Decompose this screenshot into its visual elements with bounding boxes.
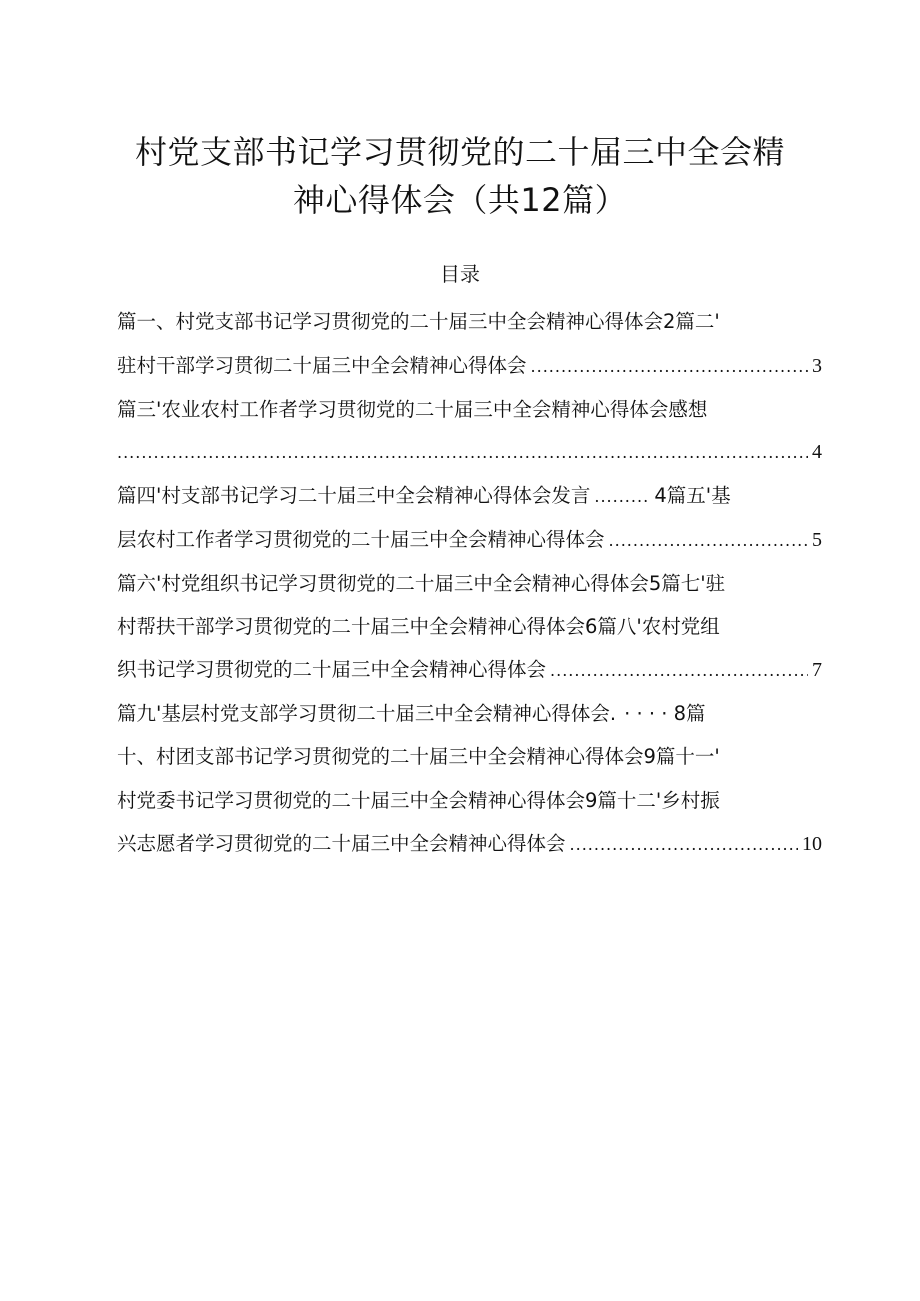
toc-page-number: 4 xyxy=(812,441,822,463)
toc-entry-text: 十、村团支部书记学习贯彻党的二十届三中全会精神心得体会9篇十一' xyxy=(117,745,720,768)
toc-entry-text: 4篇五'基 xyxy=(654,484,731,507)
toc-leader-dots xyxy=(550,656,808,685)
toc-line[interactable] xyxy=(117,307,822,337)
toc-line[interactable] xyxy=(117,525,822,555)
toc-entry-text: 村帮扶干部学习贯彻党的二十届三中全会精神心得体会6篇八'农村党组 xyxy=(117,615,720,638)
toc-line[interactable] xyxy=(117,655,822,685)
toc-entry-text: 篇九'基层村党支部学习贯彻二十届三中全会精神心得体会. xyxy=(117,702,617,725)
toc-entry-text: 篇三'农业农村工作者学习贯彻党的二十届三中全会精神心得体会感想 xyxy=(117,398,708,421)
toc-heading: 目录 xyxy=(440,262,480,286)
toc-line[interactable] xyxy=(117,742,822,772)
document-title-line-1: 村党支部书记学习贯彻党的二十届三中全会精 xyxy=(134,133,785,171)
toc-leader-dots xyxy=(594,482,650,511)
toc-line[interactable] xyxy=(117,569,822,599)
toc-entry-text: 村党委书记学习贯彻党的二十届三中全会精神心得体会9篇十二'乡村振 xyxy=(117,789,720,812)
toc-entry-text: 篇一、村党支部书记学习贯彻党的二十届三中全会精神心得体会2篇二' xyxy=(117,310,720,333)
toc-line[interactable] xyxy=(117,437,822,467)
toc-line[interactable] xyxy=(117,395,822,425)
toc-entry-text: 织书记学习贯彻党的二十届三中全会精神心得体会 xyxy=(117,658,547,681)
toc-line[interactable] xyxy=(117,612,822,642)
toc-line[interactable] xyxy=(117,481,822,511)
toc-line[interactable] xyxy=(117,829,822,859)
toc-entry-text: 兴志愿者学习贯彻党的二十届三中全会精神心得体会 xyxy=(117,832,566,855)
toc-line[interactable] xyxy=(117,786,822,816)
toc-leader-dots xyxy=(609,526,808,555)
toc-line[interactable] xyxy=(117,699,822,729)
toc-entry-text: 层农村工作者学习贯彻党的二十届三中全会精神心得体会 xyxy=(117,528,605,551)
toc-entry-text: 篇四'村支部书记学习二十届三中全会精神心得体会发言 xyxy=(117,484,591,507)
toc-entry-text: · · · · 8篇 xyxy=(624,702,706,725)
toc-entry-text: 篇六'村党组织书记学习贯彻党的二十届三中全会精神心得体会5篇七'驻 xyxy=(117,572,726,595)
toc-page-number: 3 xyxy=(812,355,822,377)
toc-page-number: 7 xyxy=(812,659,822,681)
toc-line[interactable] xyxy=(117,351,822,381)
toc-leader-dots xyxy=(117,438,808,467)
toc-leader-dots xyxy=(531,352,808,381)
toc-page-number: 10 xyxy=(802,833,822,855)
toc-entry-text: 驻村干部学习贯彻二十届三中全会精神心得体会 xyxy=(117,354,527,377)
toc-leader-dots xyxy=(570,830,798,859)
document-title-line-2: 神心得体会（共12篇） xyxy=(292,181,628,219)
toc-page-number: 5 xyxy=(812,529,822,551)
